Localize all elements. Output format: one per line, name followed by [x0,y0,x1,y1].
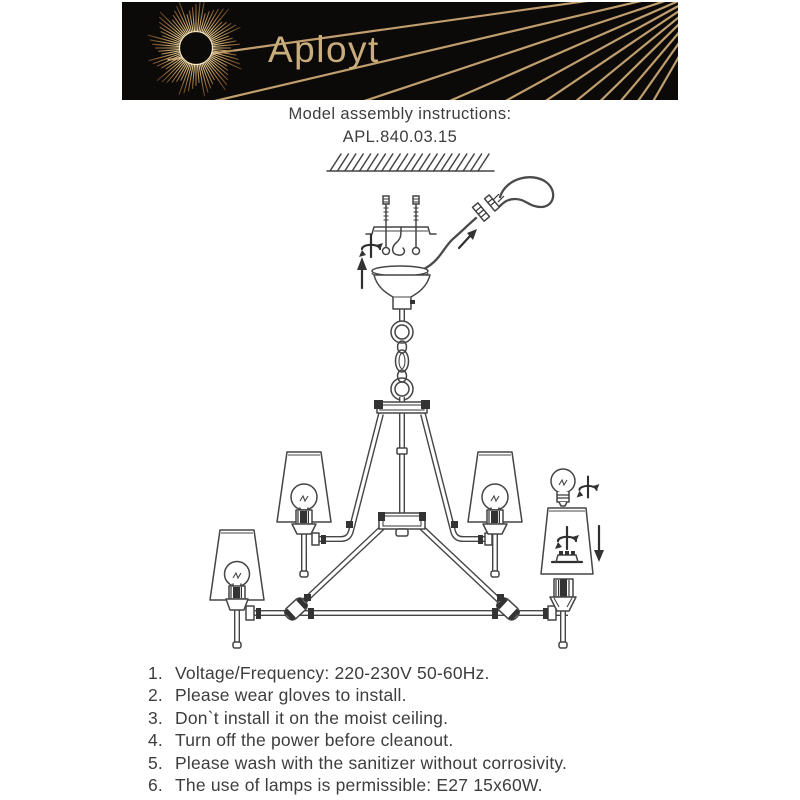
shade-down-arrow-icon [594,526,604,562]
brand-name: Aployt [268,29,380,70]
corner-rays-decoration-icon [167,2,678,100]
assembly-diagram [0,150,800,662]
ceiling-canopy [372,266,430,322]
item-text: Voltage/Frequency: 220-230V 50-60Hz. [175,663,490,683]
suspension-chain [391,321,413,403]
item-text: Don`t install it on the moist ceiling. [175,707,449,728]
banner-art [122,2,678,100]
light-bulb [551,469,575,493]
instruction-item [148,707,567,729]
light-bulb [291,484,317,510]
chandelier-frame [233,400,568,648]
title-block [0,105,800,147]
item-number: 2. [148,685,163,706]
ceiling-hatch [327,154,494,171]
item-text: The use of lamps is permissible: E27 15x60W. [175,774,543,795]
item-text: Please wash with the sanitizer without corrosivity. [175,752,568,773]
bulb-rotate-icon [577,477,600,498]
item-text: Turn off the power before cleanout. [175,730,454,751]
screw-rotate-icon [359,235,383,257]
light-bulb [225,562,250,587]
lift-up-arrow-icon [357,257,367,288]
brand-banner [122,2,678,100]
light-bulb [482,484,508,510]
page-title: Model assembly instructions: [288,105,512,123]
model-number: APL.840.03.15 [342,128,458,146]
screw-right [413,196,420,255]
instruction-item [148,729,567,751]
item-number: 5. [148,752,163,773]
instruction-item [148,752,567,774]
instruction-item [148,662,567,684]
lower-left-lamp [210,530,264,610]
bulb-install-detail [551,469,599,506]
item-number: 4. [148,730,163,751]
item-number: 1. [148,663,163,683]
sunburst-center [180,32,213,65]
instruction-item [148,774,567,796]
item-number: 3. [148,707,163,728]
shade-install-detail [541,508,604,574]
item-number: 6. [148,774,163,795]
instruction-list [148,662,567,796]
upper-right-lamp [468,452,522,534]
wire-connection-detail [424,177,553,269]
instruction-item [148,684,567,706]
screw-left [383,196,390,255]
item-text: Please wear gloves to install. [175,685,407,706]
upper-left-lamp [277,452,331,534]
empty-lamp-socket [550,579,576,611]
canopy-screw [410,300,415,304]
